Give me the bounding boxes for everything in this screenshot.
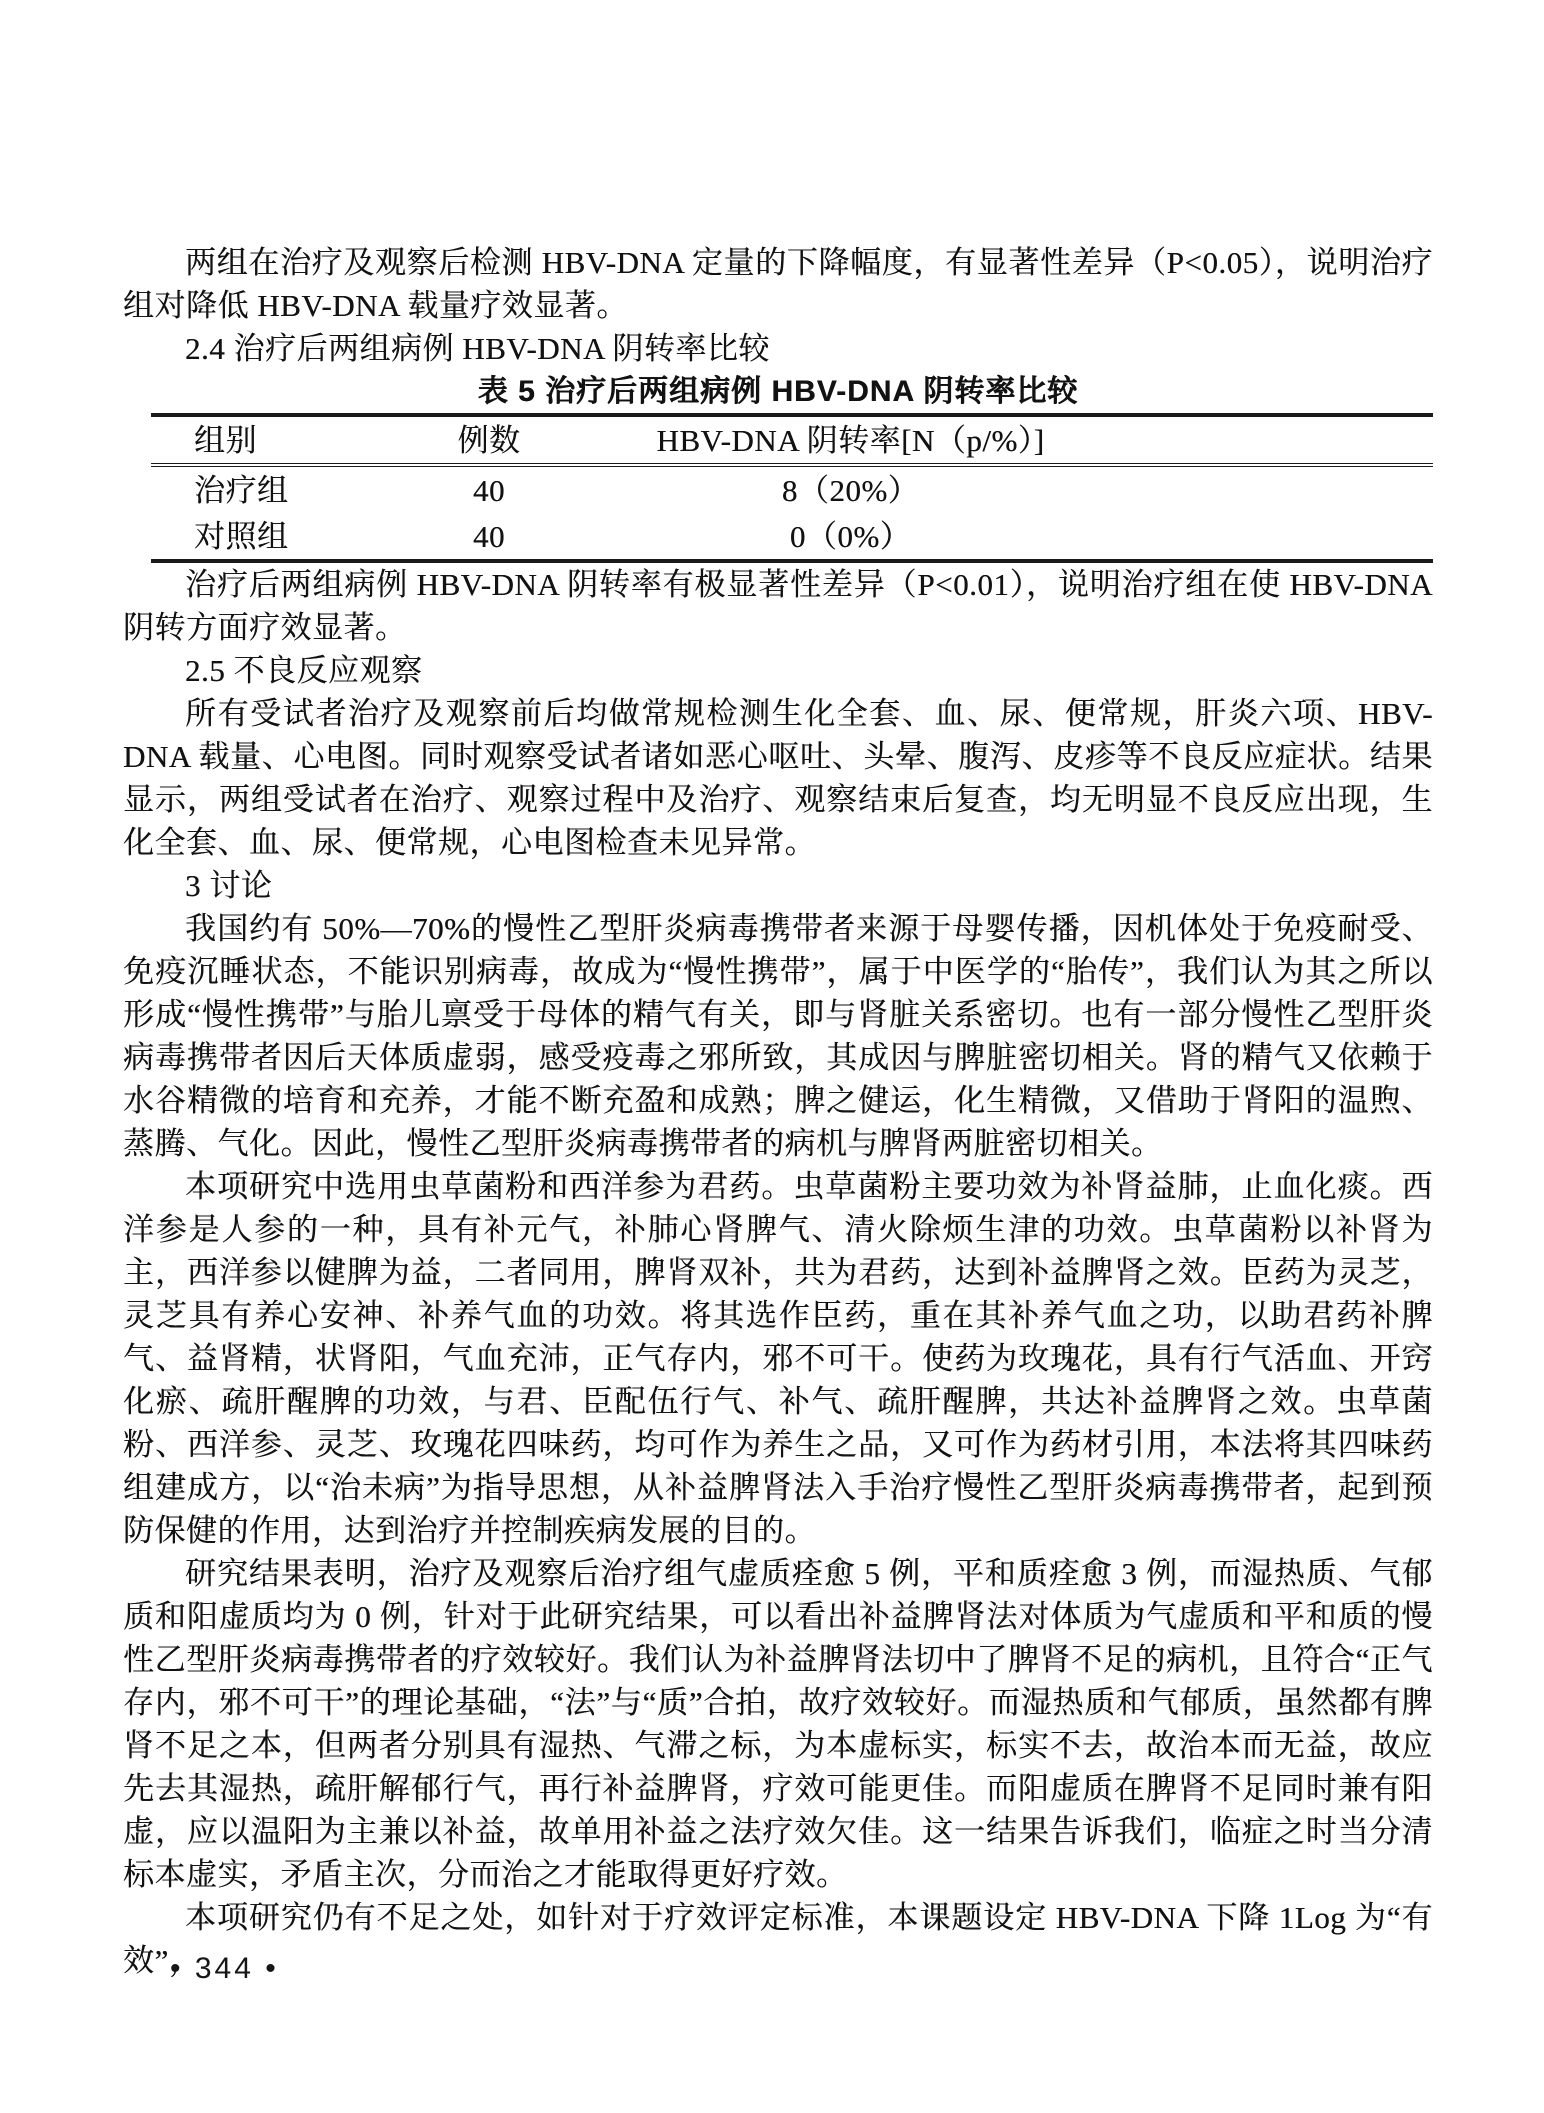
table-row-treatment-group (151, 465, 1433, 513)
paragraph-discussion-formula: 本项研究中选用虫草菌粉和西洋参为君药。虫草菌粉主要功效为补肾益肺，止血化痰。西洋参是人参的一种，具有补元气，补肺心肾脾气、清火除烦生津的功效。虫草菌粉以补肾为主，西洋参以健脾为益，二者同用，脾肾双补，共为君药，达到补益脾肾之效。臣药为灵芝，灵芝具有养心安神、补养气血的功效。将其选作臣药，重在其补养气血之功，以助君药补脾气、益肾精，状肾阳，气血充沛，正气存内，邪不可干。使药为玫瑰花，具有行气活血、开窍化瘀、疏肝醒脾的功效，与君、臣配伍行气、补气、疏肝醒脾，共达补益脾肾之效。虫草菌粉、西洋参、灵芝、玫瑰花四味药，均可作为养生之品，又可作为药材引用，本法将其四味药组建成方，以“治未病”为指导思想，从补益脾肾法入手治疗慢性乙型肝炎病毒携带者，起到预防保健的作用，达到治疗并控制疾病发展的目的。 (123, 1169, 1433, 1548)
cell-negative-rate: 8（20%） (781, 472, 920, 508)
table-row-control-group (151, 513, 1433, 561)
cell-group-name: 对照组 (194, 518, 289, 554)
paragraph-hbv-quantitation-result: 两组在治疗及观察后检测 HBV-DNA 定量的下降幅度，有显著性差异（P<0.05），说明治疗组对降低 HBV-DNA 载量疗效显著。 (123, 245, 1433, 323)
page-body-text (123, 241, 1433, 1982)
paragraph-discussion-etiology: 我国约有 50%—70%的慢性乙型肝炎病毒携带者来源于母婴传播，因机体处于免疫耐受、免疫沉睡状态，不能识别病毒，故成为“慢性携带”，属于中医学的“胎传”，我们认为其之所以形成“慢性携带”与胎儿禀受于母体的精气有关，即与肾脏关系密切。也有一部分慢性乙型肝炎病毒携带者因后天体质虚弱，感受疫毒之邪所致，其成因与脾脏密切相关。肾的精气又依赖于水谷精微的培育和充养，才能不断充盈和成熟；脾之健运，化生精微，又借助于肾阳的温煦、蒸腾、气化。因此，慢性乙型肝炎病毒携带者的病机与脾肾两脏密切相关。 (123, 911, 1433, 1161)
page-number: • 344 • (170, 1952, 279, 1985)
table-header-negative-rate: HBV-DNA 阴转率[N（p/%）] (584, 415, 1433, 465)
section-heading-3-discussion: 3 讨论 (185, 868, 273, 903)
cell-negative-rate: 0（0%） (789, 518, 912, 554)
table5-hbv-dna-negative-rate (151, 413, 1433, 563)
cell-case-count: 40 (473, 518, 505, 554)
table-header-row (151, 415, 1433, 465)
table-header-cases: 例数 (394, 415, 584, 465)
paragraph-study-limitations: 本项研究仍有不足之处，如针对于疗效评定标准，本课题设定 HBV-DNA 下降 1Log 为“有效”， (123, 1900, 1433, 1978)
paragraph-discussion-results: 研究结果表明，治疗及观察后治疗组气虚质痊愈 5 例，平和质痊愈 3 例，而湿热质、气郁质和阳虚质均为 0 例，针对于此研究结果，可以看出补益脾肾法对体质为气虚质和平和质的慢性乙型肝炎病毒携带者的疗效较好。我们认为补益脾肾法切中了脾肾不足的病机，且符合“正气存内，邪不可干”的理论基础，“法”与“质”合拍，故疗效较好。而湿热质和气郁质，虽然都有脾肾不足之本，但两者分别具有湿热、气滞之标，为本虚标实，标实不去，故治本而无益，故应先去其湿热，疏肝解郁行气，再行补益脾肾，疗效可能更佳。而阳虚质在脾肾不足同时兼有阳虚，应以温阳为主兼以补益，故单用补益之法疗效欠佳。这一结果告诉我们，临症之时当分清标本虚实，矛盾主次，分而治之才能取得更好疗效。 (123, 1556, 1433, 1892)
section-heading-2-5: 2.5 不良反应观察 (185, 653, 423, 688)
paragraph-adverse-reactions: 所有受试者治疗及观察前后均做常规检测生化全套、血、尿、便常规，肝炎六项、HBV-DNA 载量、心电图。同时观察受试者诸如恶心呕吐、头晕、腹泻、皮疹等不良反应症状。结果显示，两组受试者在治疗、观察过程中及治疗、观察结束后复查，均无明显不良反应出现，生化全套、血、尿、便常规，心电图检查未见异常。 (123, 696, 1433, 860)
section-heading-2-4: 2.4 治疗后两组病例 HBV-DNA 阴转率比较 (185, 331, 770, 366)
table5-caption: 表 5 治疗后两组病例 HBV-DNA 阴转率比较 (477, 375, 1079, 408)
paragraph-negative-rate-result: 治疗后两组病例 HBV-DNA 阴转率有极显著性差异（P<0.01），说明治疗组在使 HBV-DNA 阴转方面疗效显著。 (123, 567, 1433, 645)
table-header-group: 组别 (151, 415, 394, 465)
cell-group-name: 治疗组 (194, 472, 289, 508)
cell-case-count: 40 (473, 472, 505, 508)
